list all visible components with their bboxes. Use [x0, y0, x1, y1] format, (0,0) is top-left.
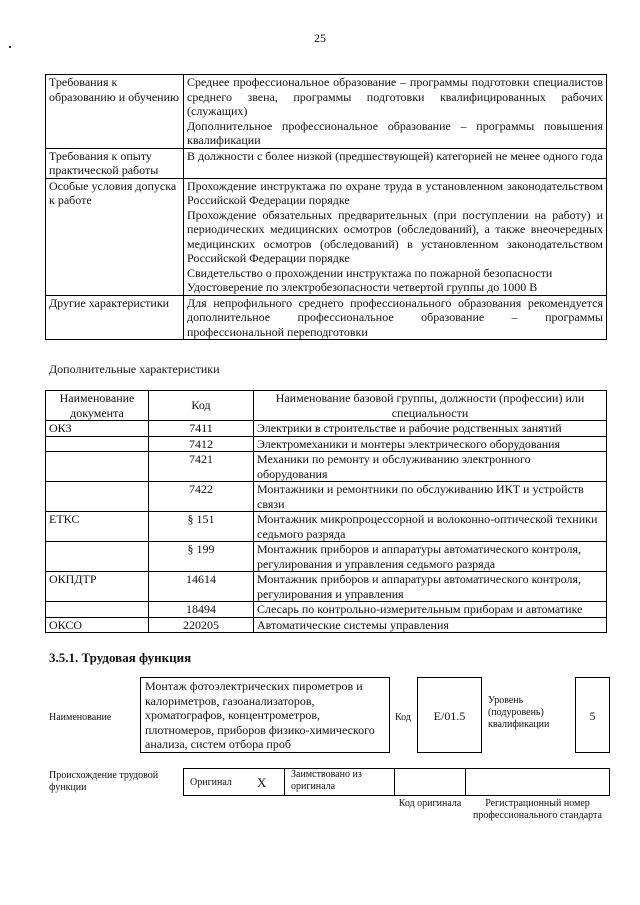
- cell-name: Слесарь по контрольно-измерительным приборам и автоматике: [254, 602, 607, 618]
- cell-doc: ОКСО: [46, 617, 149, 633]
- reg-number-cell: [465, 768, 610, 796]
- cell-name: Механики по ремонту и обслуживанию электронного оборудования: [254, 452, 607, 482]
- name-label: Наименование: [49, 712, 112, 723]
- cell-name: Электрики в строительстве и рабочие родственных занятий: [254, 421, 607, 437]
- table-row: [46, 602, 607, 618]
- cell-doc: [46, 542, 149, 572]
- cell-code: 220205: [149, 617, 254, 633]
- table-row: [46, 617, 607, 633]
- header-code: Код: [149, 391, 254, 421]
- margin-dot: [9, 46, 11, 48]
- table-row: [46, 421, 607, 437]
- cell-name: Монтажники и ремонтники по обслуживанию ИКТ и устройств связи: [254, 482, 607, 512]
- table-row: [46, 148, 607, 178]
- row-label: Другие характеристики: [46, 295, 184, 340]
- row-value: [184, 75, 607, 149]
- cell-code: 7411: [149, 421, 254, 437]
- origin-code-cell: [394, 768, 466, 796]
- cell-doc: ЕТКС: [46, 512, 149, 542]
- table-row: [46, 452, 607, 482]
- cell-doc: [46, 436, 149, 452]
- borrowed-label: Заимствовано из оригинала: [291, 769, 362, 792]
- row-label: Требования к образованию и обучению: [46, 75, 184, 149]
- table-row: [46, 178, 607, 295]
- function-code-box: E/01.5: [417, 677, 482, 753]
- table-row: [46, 512, 607, 542]
- cell-name: Автоматические системы управления: [254, 617, 607, 633]
- row-value: [184, 148, 607, 178]
- requirements-table: [45, 74, 607, 340]
- cell-code: 7421: [149, 452, 254, 482]
- table-header-row: [46, 391, 607, 421]
- cell-doc: [46, 482, 149, 512]
- table-row: [46, 482, 607, 512]
- original-label: Оригинал: [190, 777, 232, 788]
- table-row: [46, 542, 607, 572]
- extra-characteristics-caption: Дополнительные характеристики: [49, 362, 220, 376]
- row-line: Прохождение инструктажа по охране труда в установленном законодательством Российской Федерации порядке: [187, 178, 603, 207]
- row-label: Требования к опыту практической работы: [46, 148, 184, 178]
- cell-name: Монтажник приборов и аппаратуры автоматического контроля, регулирования и управления: [254, 572, 607, 602]
- origin-label: Происхождение трудовой функции: [49, 770, 159, 793]
- table-row: [46, 436, 607, 452]
- origin-code-label: Код оригинала: [398, 798, 462, 809]
- cell-code: 7412: [149, 436, 254, 452]
- extra-characteristics-table: [45, 390, 607, 633]
- level-label: Уровень (подуровень) квалификации: [488, 695, 550, 730]
- function-name-box: Монтаж фотоэлектрических пирометров и калориметров, газоанализаторов, хроматографов, концентрометров, плотномеров, приборов физико-химического анализа, систем отбора проб: [140, 677, 390, 753]
- table-row: [46, 295, 607, 340]
- cell-code: § 151: [149, 512, 254, 542]
- row-line: Удостоверение по электробезопасности четвертой группы до 1000 В: [187, 280, 538, 294]
- page-number: 25: [314, 31, 326, 45]
- row-line: Для непрофильного среднего профессионального образования рекомендуется дополнительное профессиональное образование – программы профессиональной переподготовки: [187, 295, 603, 339]
- cell-doc: ОКПДТР: [46, 572, 149, 602]
- code-label: Код: [395, 712, 411, 723]
- section-heading: 3.5.1. Трудовая функция: [49, 650, 192, 665]
- header-name: Наименование базовой группы, должности (профессии) или специальности: [254, 391, 607, 421]
- cell-doc: [46, 452, 149, 482]
- row-line: Прохождение обязательных предварительных (при поступлении на работу) и периодических медицинских осмотров (обследований), а также внеочередных медицинских осмотров (обследований) в установленном законодательством Российской Федерации порядке: [187, 207, 603, 265]
- cell-name: Монтажник приборов и аппаратуры автоматического контроля, регулирования и управления седьмого разряда: [254, 542, 607, 572]
- original-mark: X: [257, 775, 267, 790]
- row-line: В должности с более низкой (предшествующей) категорией не менее одного года: [187, 148, 603, 163]
- row-line: Дополнительное профессиональное образование – программы повышения квалификации: [187, 118, 603, 147]
- cell-code: § 199: [149, 542, 254, 572]
- row-label: Особые условия допуска к работе: [46, 178, 184, 295]
- cell-code: 7422: [149, 482, 254, 512]
- cell-doc: ОКЗ: [46, 421, 149, 437]
- cell-doc: [46, 602, 149, 618]
- row-value: [184, 295, 607, 340]
- cell-code: 18494: [149, 602, 254, 618]
- table-row: [46, 75, 607, 149]
- level-box: 5: [575, 677, 610, 753]
- cell-name: Электромеханики и монтеры электрического оборудования: [254, 436, 607, 452]
- row-line: Среднее профессиональное образование – программы подготовки специалистов среднего звена, программы подготовки квалифицированных рабочих (служащих): [187, 75, 603, 118]
- row-value: [184, 178, 607, 295]
- reg-number-label: Регистрационный номер профессионального стандарта: [473, 798, 602, 821]
- row-line: Свидетельство о прохождении инструктажа по пожарной безопасности: [187, 265, 553, 280]
- table-row: [46, 572, 607, 602]
- cell-name: Монтажник микропроцессорной и волоконно-оптической техники седьмого разряда: [254, 512, 607, 542]
- cell-code: 14614: [149, 572, 254, 602]
- header-doc: Наименование документа: [46, 391, 149, 421]
